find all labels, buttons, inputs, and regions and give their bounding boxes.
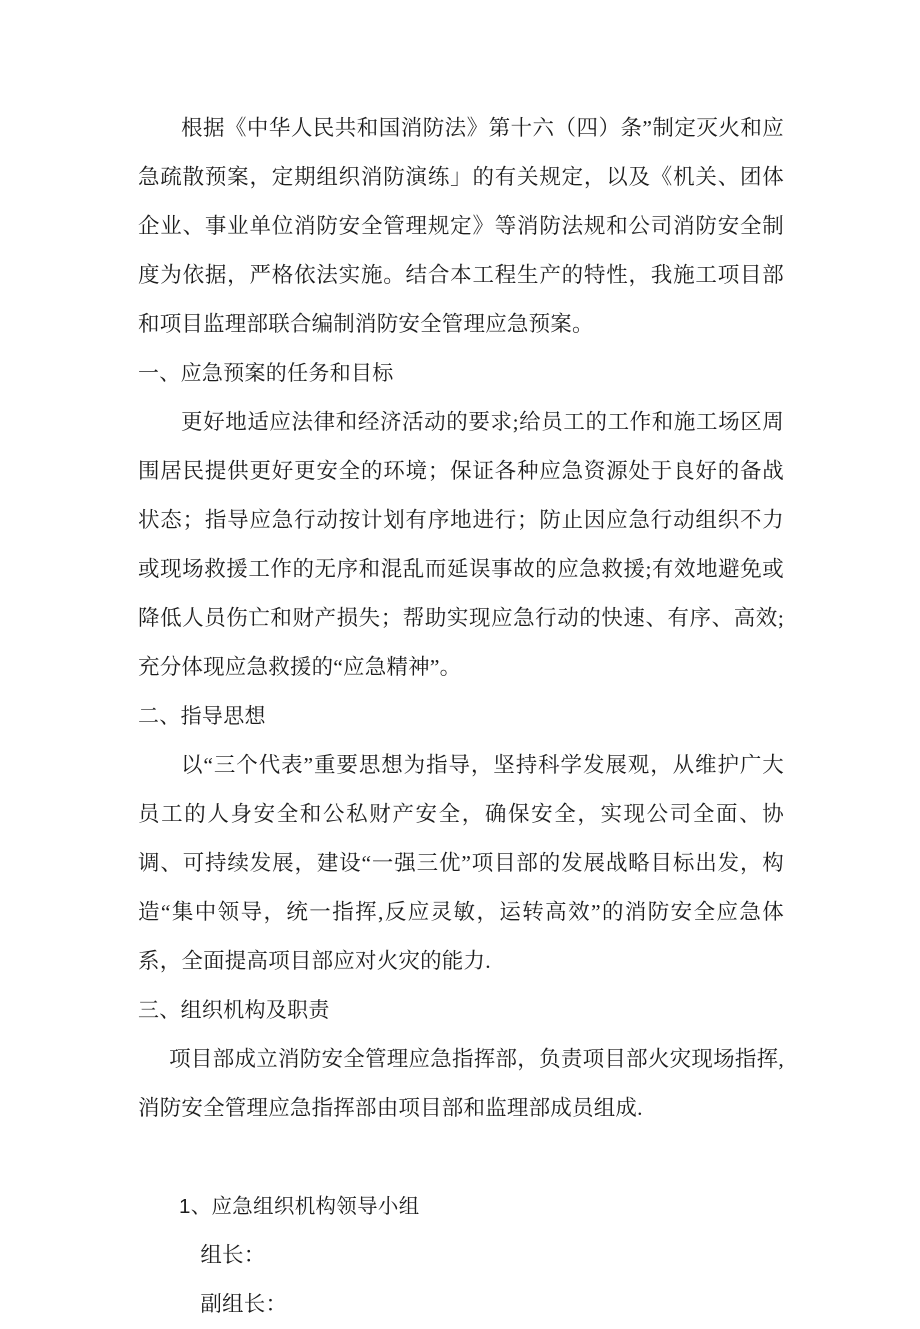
paragraph-intro: 根据《中华人民共和国消防法》第十六（四）条”制定灭火和应急疏散预案，定期组织消防演练」的有关规定，以及《机关、团体企业、事业单位消防安全管理规定》等消防法规和公司消防安全制度为依据，严格依法实施。结合本工程生产的特性，我施工项目部和项目监理部联合编制消防安全管理应急预案。 (138, 116, 784, 336)
document-text-body (138, 104, 784, 1329)
field-label-deputy-group-leader: 副组长： (200, 1292, 288, 1316)
subheading-emergency-leadership-group: 1、应急组织机构领导小组 (179, 1195, 420, 1218)
paragraph-section-three-body: 项目部成立消防安全管理应急指挥部，负责项目部火灾现场指挥,消防安全管理应急指挥部由项目部和监理部成员组成. (138, 1047, 784, 1120)
field-label-group-leader: 组长： (200, 1243, 266, 1267)
paragraph-section-two-body: 以“三个代表”重要思想为指导，坚持科学发展观，从维护广大员工的人身安全和公私财产安全，确保安全，实现公司全面、协调、可持续发展，建设“一强三优”项目部的发展战略目标出发，构造“集中领导，统一指挥,反应灵敏，运转高效”的消防安全应急体系，全面提高项目部应对火灾的能力. (138, 753, 784, 973)
heading-section-three: 三、组织机构及职责 (138, 999, 330, 1022)
paragraph-section-one-body: 更好地适应法律和经济活动的要求;给员工的工作和施工场区周围居民提供更好更安全的环境；保证各种应急资源处于良好的备战状态；指导应急行动按计划有序地进行；防止因应急行动组织不力或现场救援工作的无序和混乱而延误事故的应急救援;有效地避免或降低人员伤亡和财产损失；帮助实现应急行动的快速、有序、高效;充分体现应急救援的“应急精神”。 (138, 410, 784, 679)
paragraph-spacer (138, 1133, 784, 1182)
heading-section-two: 二、指导思想 (138, 705, 266, 728)
heading-section-one: 一、应急预案的任务和目标 (138, 362, 394, 385)
